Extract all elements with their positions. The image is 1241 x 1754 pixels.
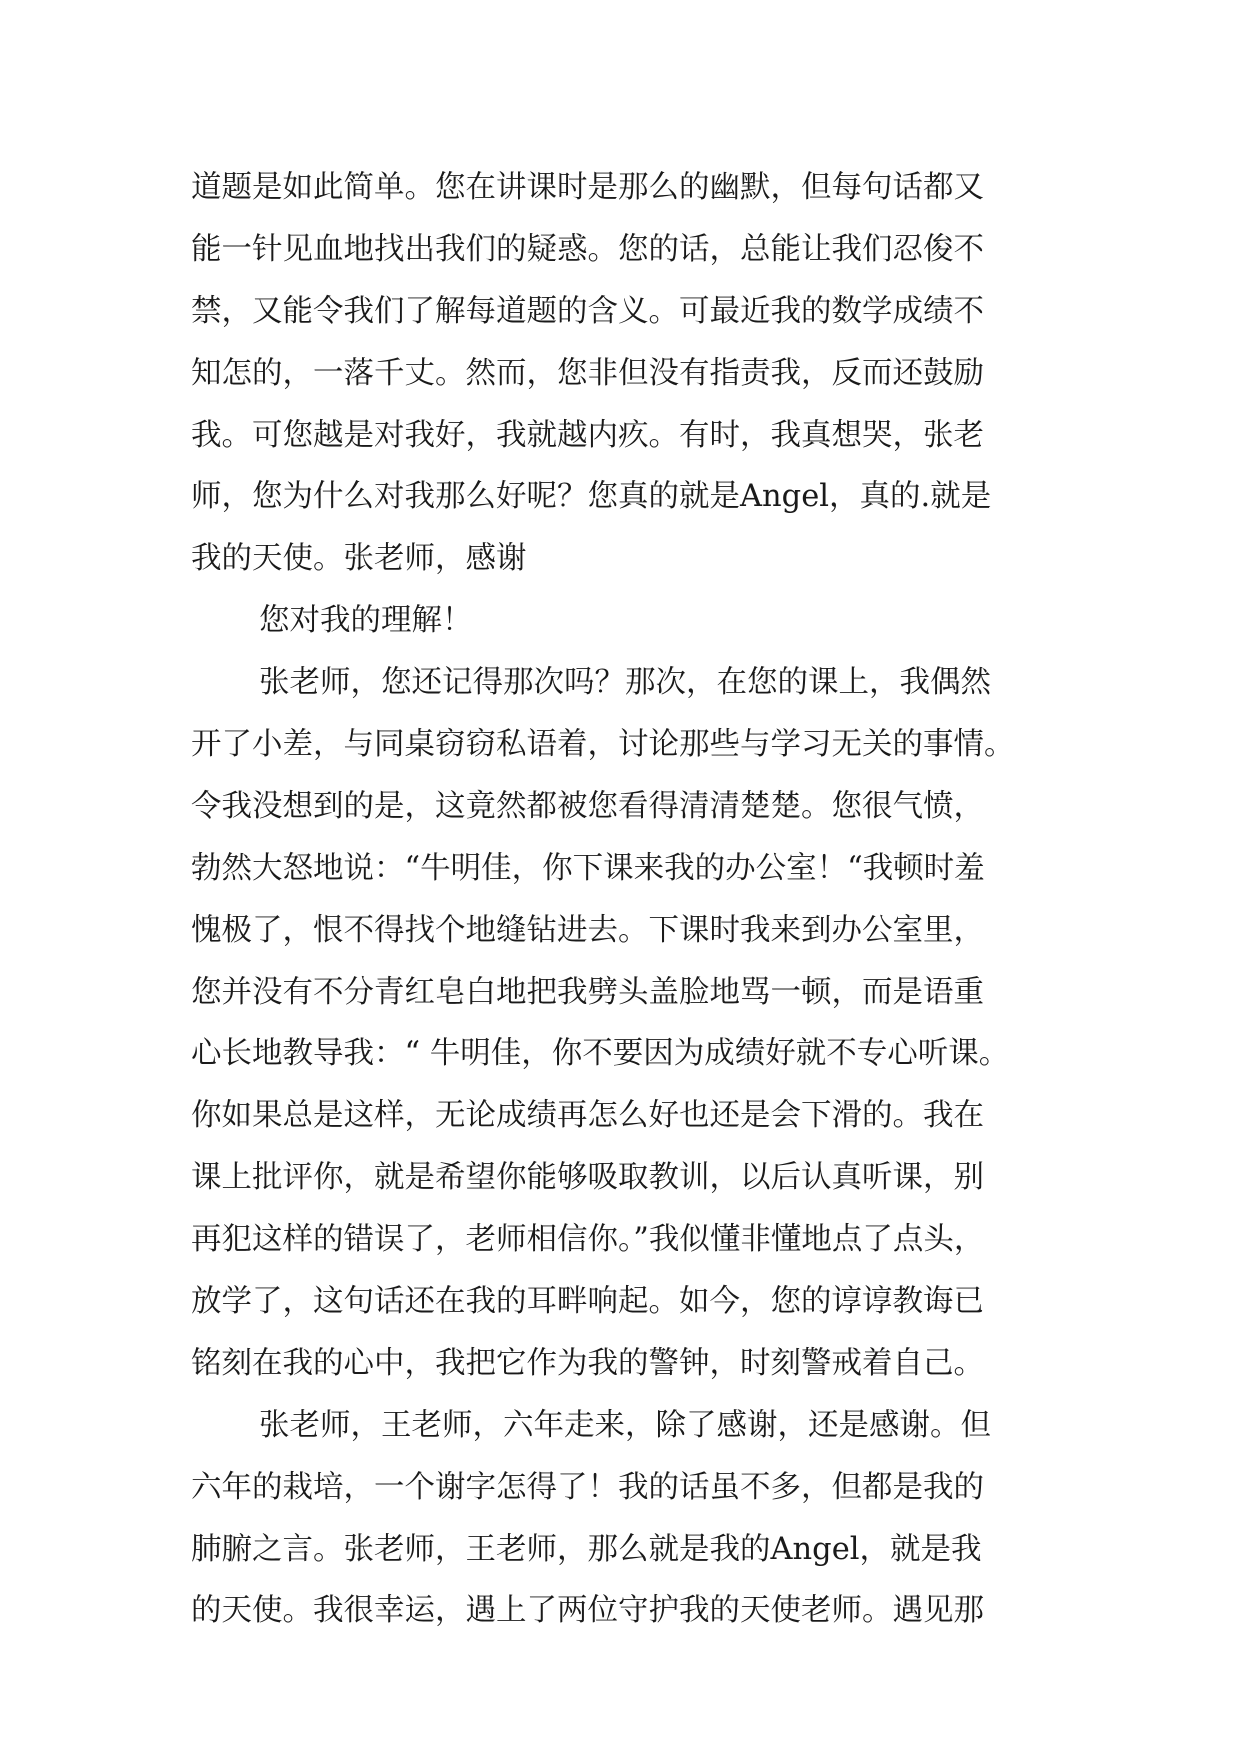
text-line: 禁，又能令我们了解每道题的含义。可最近我的数学成绩不 (191, 293, 984, 329)
text-line: 我的天使。张老师，感谢 (191, 541, 527, 577)
text-line: 的天使。我很幸运，遇上了两位守护我的天使老师。遇见那 (191, 1593, 984, 1629)
text-line: 心长地教导我：“ 牛明佳，你不要因为成绩好就不专心听课。 (191, 1036, 1010, 1072)
text-line: 勃然大怒地说：“牛明佳，你下课来我的办公室！“我顿时羞 (191, 850, 985, 886)
text-line: 铭刻在我的心中，我把它作为我的警钟，时刻警戒着自己。 (191, 1345, 984, 1381)
text-line: 愧极了，恨不得找个地缝钻进去。下课时我来到办公室里， (191, 912, 984, 948)
text-line: 课上批评你，就是希望你能够吸取教训，以后认真听课，别 (191, 1160, 984, 1196)
paragraph-start-line: 张老师，王老师，六年走来，除了感谢，还是感谢。但 (259, 1407, 991, 1443)
text-line: 放学了，这句话还在我的耳畔响起。如今，您的谆谆教诲已 (191, 1284, 984, 1320)
document-body (191, 157, 1053, 1642)
text-line: 令我没想到的是，这竟然都被您看得清清楚楚。您很气愤， (191, 788, 984, 824)
text-line: 开了小差，与同桌窃窃私语着，讨论那些与学习无关的事情。 (191, 727, 1015, 763)
text-line: 能一针见血地找出我们的疑惑。您的话，总能让我们忍俊不 (191, 231, 984, 267)
text-line: 我。可您越是对我好，我就越内疚。有时，我真想哭，张老 (191, 417, 984, 453)
paragraph-start-line: 张老师，您还记得那次吗？那次，在您的课上，我偶然 (259, 665, 991, 701)
text-line: 道题是如此简单。您在讲课时是那么的幽默，但每句话都又 (191, 170, 984, 205)
text-line: 知怎的，一落千丈。然而，您非但没有指责我，反而还鼓励 (191, 355, 984, 391)
text-line: 您对我的理解！ (259, 603, 473, 639)
text-line: 再犯这样的错误了，老师相信你。”我似懂非懂地点了点头， (191, 1222, 985, 1258)
text-line: 您并没有不分青红皂白地把我劈头盖脸地骂一顿，而是语重 (191, 974, 984, 1010)
text-line: 师，您为什么对我那么好呢？您真的就是Angel，真的.就是 (191, 479, 992, 515)
text-line: 六年的栽培，一个谢字怎得了！我的话虽不多，但都是我的 (191, 1469, 984, 1505)
text-line: 肺腑之言。张老师，王老师，那么就是我的Angel，就是我 (191, 1531, 982, 1567)
text-line: 你如果总是这样，无论成绩再怎么好也还是会下滑的。我在 (191, 1098, 984, 1134)
